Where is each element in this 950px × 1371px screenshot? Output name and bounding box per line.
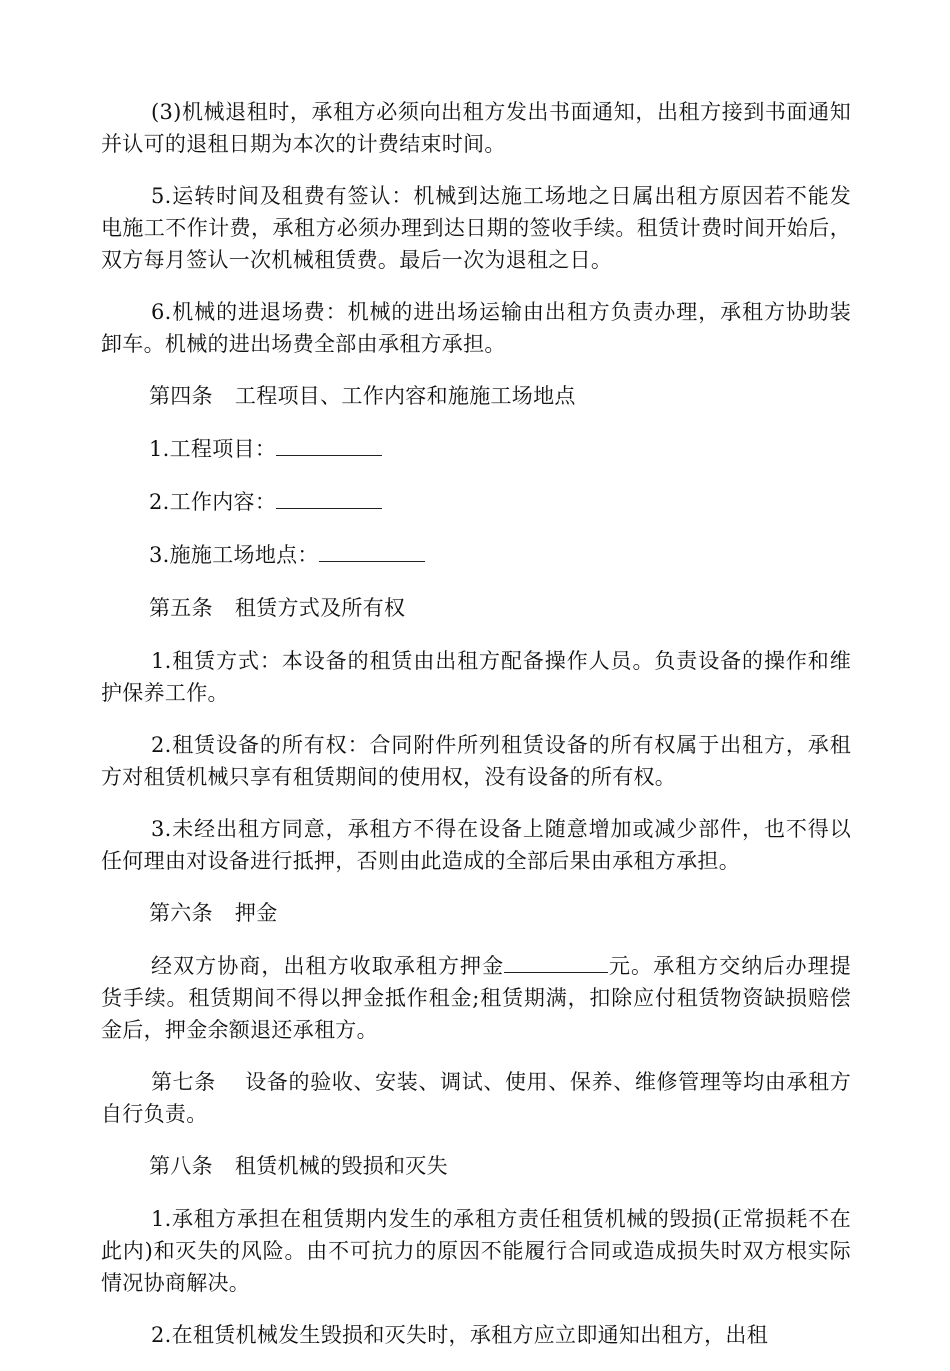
article-7-title: 设备的验收、安装、调试、使用、保养、维修管理等均由承租方自行负责。 xyxy=(101,1070,852,1126)
paragraph-no-modification: 3.未经出租方同意，承租方不得在设备上随意增加或减少部件，也不得以任何理由对设备进行抵押，否则由此造成的全部后果由承租方承担。 xyxy=(101,817,851,873)
project-field xyxy=(101,433,851,465)
work-content-field xyxy=(101,486,851,518)
article-5-number: 第五条 xyxy=(149,596,213,620)
paragraph-damage-risk: 1.承租方承担在租赁期内发生的承租方责任租赁机械的毁损(正常损耗不在此内)和灭失的风险。由不可抗力的原因不能履行合同或造成损失时双方根实际情况协商解决。 xyxy=(101,1207,851,1295)
work-content-blank[interactable] xyxy=(276,486,382,509)
article-8-title: 租赁机械的毁损和灭失 xyxy=(234,1154,448,1178)
deposit-amount-blank[interactable] xyxy=(504,950,608,973)
article-7-paragraph xyxy=(101,1066,851,1130)
paragraph-termination-notice: (3)机械退租时，承租方必须向出租方发出书面通知，出租方接到书面通知并认可的退租日期为本次的计费结束时间。 xyxy=(101,100,851,156)
article-8-number: 第八条 xyxy=(149,1154,213,1178)
site-location-blank[interactable] xyxy=(319,539,425,562)
paragraph-lease-method: 1.租赁方式：本设备的租赁由出租方配备操作人员。负责设备的操作和维护保养工作。 xyxy=(101,649,851,705)
site-location-field xyxy=(101,539,851,571)
deposit-text-end: 元。承租方交纳后办理提货手续。租赁期间不得以押金抵作租金;租赁期满，扣除应付租赁物资缺损赔偿金后，押金余额退还承租方。 xyxy=(101,954,851,1042)
article-6-heading xyxy=(101,897,851,929)
article-5-title: 租赁方式及所有权 xyxy=(234,596,406,620)
deposit-text-start: 经双方协商，出租方收取承租方押金 xyxy=(151,954,505,978)
article-8-heading xyxy=(101,1150,851,1182)
work-content-label: 2.工作内容： xyxy=(149,490,277,514)
paragraph-deposit xyxy=(101,950,851,1046)
article-4-number: 第四条 xyxy=(149,384,213,408)
article-6-number: 第六条 xyxy=(149,901,213,925)
article-4-heading xyxy=(101,380,851,412)
paragraph-damage-notice: 2.在租赁机械发生毁损和灭失时，承租方应立即通知出租方，出租 xyxy=(151,1323,769,1347)
article-5-heading xyxy=(101,592,851,624)
article-7-number: 第七条 xyxy=(151,1070,216,1094)
paragraph-ownership: 2.租赁设备的所有权：合同附件所列租赁设备的所有权属于出租方，承租方对租赁机械只享有租赁期间的使用权，没有设备的所有权。 xyxy=(101,733,851,789)
article-4-title: 工程项目、工作内容和施施工场地点 xyxy=(234,384,576,408)
paragraph-entry-exit-fee: 6.机械的进退场费：机械的进出场运输由出租方负责办理，承租方协助装卸车。机械的进出场费全部由承租方承担。 xyxy=(101,300,851,356)
project-label: 1.工程项目： xyxy=(149,437,277,461)
article-6-title: 押金 xyxy=(234,901,278,925)
project-blank[interactable] xyxy=(276,433,382,456)
site-location-label: 3.施施工场地点： xyxy=(149,543,319,567)
paragraph-operating-time: 5.运转时间及租费有签认：机械到达施工场地之日属出租方原因若不能发电施工不作计费，承租方必须办理到达日期的签收手续。租赁计费时间开始后，双方每月签认一次机械租赁费。最后一次为退租之日。 xyxy=(101,184,851,272)
document-body xyxy=(101,96,851,1371)
